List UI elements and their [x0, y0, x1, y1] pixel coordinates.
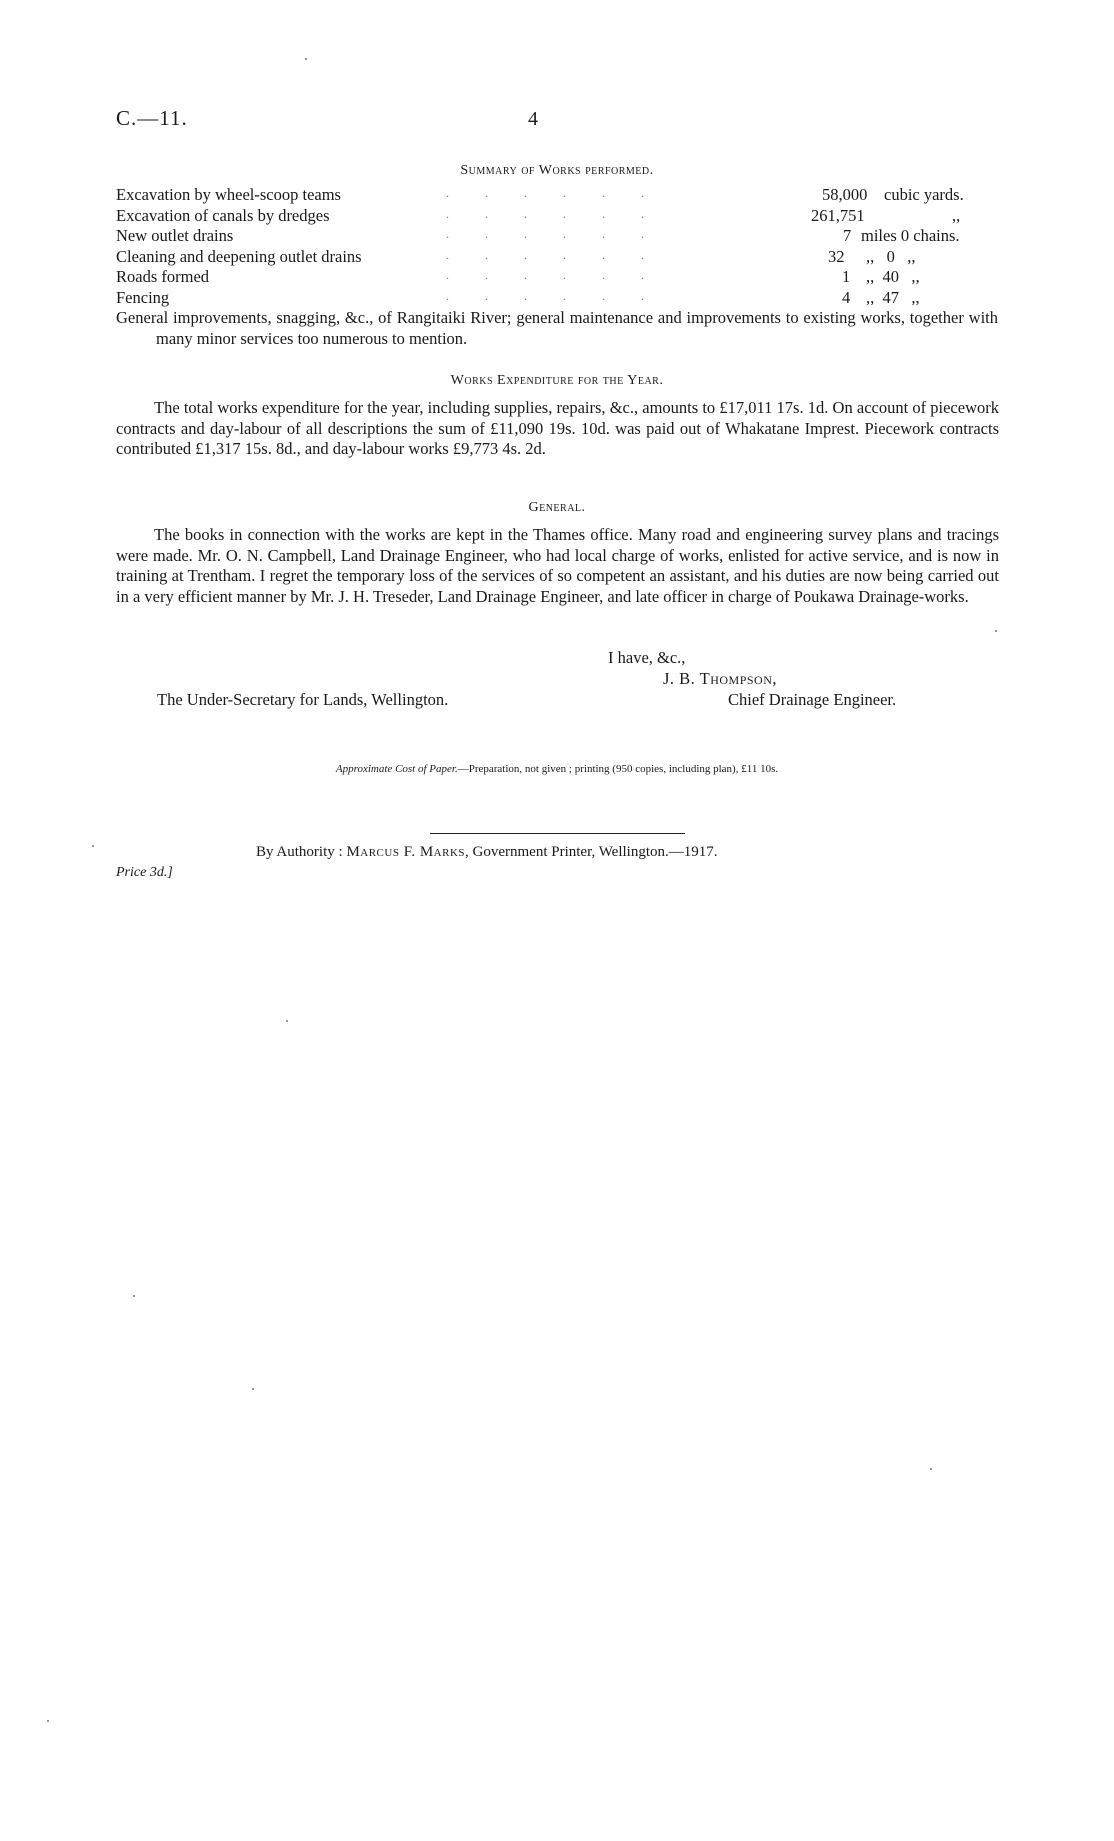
general-heading: General.	[528, 500, 586, 515]
scan-speck	[930, 1468, 932, 1470]
leader-dots: ......	[446, 227, 680, 241]
summary-row-unit: miles 0 chains.	[861, 226, 960, 245]
scan-speck	[133, 1295, 135, 1297]
summary-row-unit: ,, 0 ,,	[866, 246, 916, 266]
summary-row-quantity: 58,000	[822, 185, 868, 204]
summary-row	[116, 267, 998, 288]
leader-dots: ......	[446, 288, 680, 303]
signatory-title: Chief Drainage Engineer.	[728, 690, 897, 709]
summary-row-unit: ,, 40 ,,	[866, 267, 920, 286]
salutation: I have, &c.,	[608, 648, 686, 667]
summary-row-quantity: 7	[843, 226, 852, 245]
price: Price 3d.]	[116, 865, 173, 880]
leader-dots: ......	[446, 206, 680, 221]
scan-speck	[92, 845, 94, 847]
page-number: 4	[528, 108, 538, 130]
scan-speck	[252, 1388, 254, 1390]
summary-row-description: Fencing	[116, 287, 170, 307]
signatory: J. B. Thompson,	[663, 669, 778, 688]
scan-speck	[995, 630, 997, 632]
divider	[430, 833, 685, 834]
scan-speck	[286, 1020, 288, 1022]
summary-row	[116, 247, 998, 268]
cost-label: Approximate Cost of Paper.	[335, 763, 458, 775]
general-text: The books in connection with the works are kept in the Thames office. Many road and engineering survey plans and tracings were made. Mr. O. N. Campbell, Land Drainage Engineer, who had local charge of works, enlisted for active service, and is now in training at Trentham. I regret the temporary loss of the services of so competent an assistant, and his duties are now being carried out in a very efficient manner by Mr. J. H. Treseder, Land Drainage Engineer, and late officer in charge of Poukawa Drainage-works.	[116, 525, 999, 606]
scan-speck	[305, 58, 307, 60]
summary-row-unit: cubic yards.	[884, 185, 964, 204]
cost-text: —Preparation, not given ; printing (950 copies, including plan), £11 10s.	[457, 763, 779, 775]
summary-row-unit: ,, 47 ,,	[866, 287, 920, 307]
summary-row-unit: ,,	[952, 205, 961, 225]
cost-note	[0, 763, 1114, 775]
authority-suffix: , Government Printer, Wellington.—1917.	[465, 844, 718, 860]
leader-dots: ......	[446, 268, 680, 282]
summary-heading: Summary of Works performed.	[460, 163, 654, 178]
summary-table	[116, 185, 998, 349]
summary-row	[116, 288, 998, 309]
printer-name: Marcus F. Marks	[346, 844, 466, 860]
summary-row-description: Roads formed	[116, 267, 210, 286]
scan-speck	[47, 1720, 49, 1722]
leader-dots: ......	[446, 247, 680, 262]
general-paragraph	[116, 525, 999, 607]
summary-row-description: Excavation of canals by dredges	[116, 205, 330, 225]
expenditure-text: The total works expenditure for the year, including supplies, repairs, &c., amounts to £17,011 17s. 1d. On account of piecework contracts and day-labour of all descriptions the sum of £11,090 19s. 10d. was paid out of Whakatane Imprest. Piecework contracts contributed £1,317 15s. 8d., and day-labour works £9,773 4s. 2d.	[116, 398, 999, 458]
expenditure-paragraph	[116, 398, 999, 460]
summary-row	[116, 226, 998, 247]
summary-general-line: General improvements, snagging, &c., of Rangitaiki River; general maintenance and improvements to existing works, together with many minor services too numerous to mention.	[116, 308, 998, 348]
authority-prefix: By Authority :	[256, 844, 343, 860]
summary-row-description: Excavation by wheel-scoop teams	[116, 185, 341, 204]
summary-row-quantity: 4	[842, 287, 851, 307]
summary-row	[116, 206, 998, 227]
document-reference: C.—11.	[116, 106, 188, 130]
summary-row-description: New outlet drains	[116, 226, 234, 245]
summary-row-quantity: 32	[828, 246, 845, 266]
leader-dots: ......	[446, 186, 680, 200]
summary-row	[116, 185, 998, 206]
authority-line	[256, 844, 718, 861]
summary-row-description: Cleaning and deepening outlet drains	[116, 246, 362, 266]
addressee: The Under-Secretary for Lands, Wellington.	[157, 690, 449, 709]
summary-row-quantity: 1	[842, 267, 851, 286]
summary-row-quantity: 261,751	[811, 205, 865, 225]
expenditure-heading: Works Expenditure for the Year.	[450, 373, 664, 388]
